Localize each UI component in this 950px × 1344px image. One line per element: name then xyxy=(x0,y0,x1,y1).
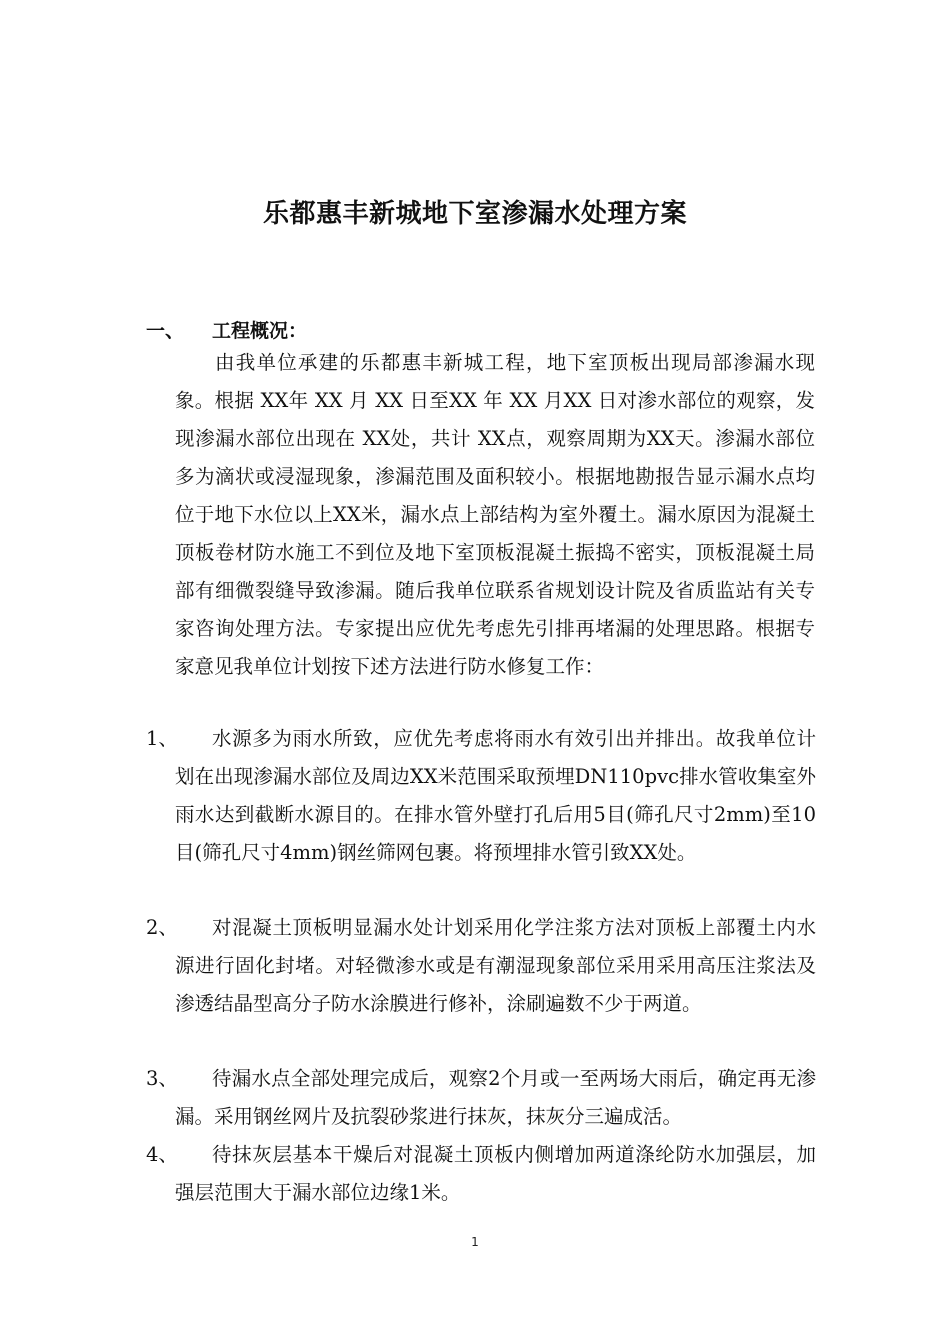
list-item xyxy=(146,1060,816,1136)
list-item-marker: 3、 xyxy=(146,1067,178,1090)
list-item xyxy=(146,720,816,872)
list-item-text: 待抹灰层基本干燥后对混凝土顶板内侧增加两道涤纶防水加强层，加强层范围大于漏水部位边缘1米。 xyxy=(175,1143,816,1204)
list-item-marker: 1、 xyxy=(146,727,178,750)
list-item xyxy=(146,1136,816,1212)
document-title: 乐都惠丰新城地下室渗漏水处理方案 xyxy=(262,199,687,229)
page-number: 1 xyxy=(471,1235,479,1249)
list-item-marker: 4、 xyxy=(146,1143,178,1166)
section-number: 一、 xyxy=(146,320,185,342)
section-heading xyxy=(146,317,307,345)
list-item-text: 水源多为雨水所致，应优先考虑将雨水有效引出并排出。故我单位计划在出现渗漏水部位及周边XX米范围采取预埋DN110pvc排水管收集室外雨水达到截断水源目的。在排水管外壁打孔后用5目(筛孔尺寸2mm)至10目(筛孔尺寸4mm)钢丝筛网包裹。将预埋排水管引致XX处。 xyxy=(175,727,816,864)
list-item xyxy=(146,909,816,1023)
list-item-marker: 2、 xyxy=(146,916,178,939)
project-overview-paragraph: 由我单位承建的乐都惠丰新城工程，地下室顶板出现局部渗漏水现象。根据 XX年 XX 月 XX 日至XX 年 XX 月XX 日对渗水部位的观察，发现渗漏水部位出现在 XX处，共计 XX点，观察周期为XX天。渗漏水部位多为滴状或浸湿现象，渗漏范围及面积较小。根据地勘报告显示漏水点均位于地下水位以上XX米，漏水点上部结构为室外覆土。漏水原因为混凝土顶板卷材防水施工不到位及地下室顶板混凝土振捣不密实，顶板混凝土局部有细微裂缝导致渗漏。随后我单位联系省规划设计院及省质监站有关专家咨询处理方法。专家提出应优先考虑先引排再堵漏的处理思路。根据专家意见我单位计划按下述方法进行防水修复工作： xyxy=(175,351,815,678)
section-title: 工程概况： xyxy=(212,320,308,342)
list-item-text: 对混凝土顶板明显漏水处计划采用化学注浆方法对顶板上部覆土内水源进行固化封堵。对轻微渗水或是有潮湿现象部位采用采用高压注浆法及渗透结晶型高分子防水涂膜进行修补，涂刷遍数不少于两道。 xyxy=(175,916,816,1015)
list-item-text: 待漏水点全部处理完成后，观察2个月或一至两场大雨后，确定再无渗漏。采用钢丝网片及抗裂砂浆进行抹灰，抹灰分三遍成活。 xyxy=(175,1067,816,1128)
